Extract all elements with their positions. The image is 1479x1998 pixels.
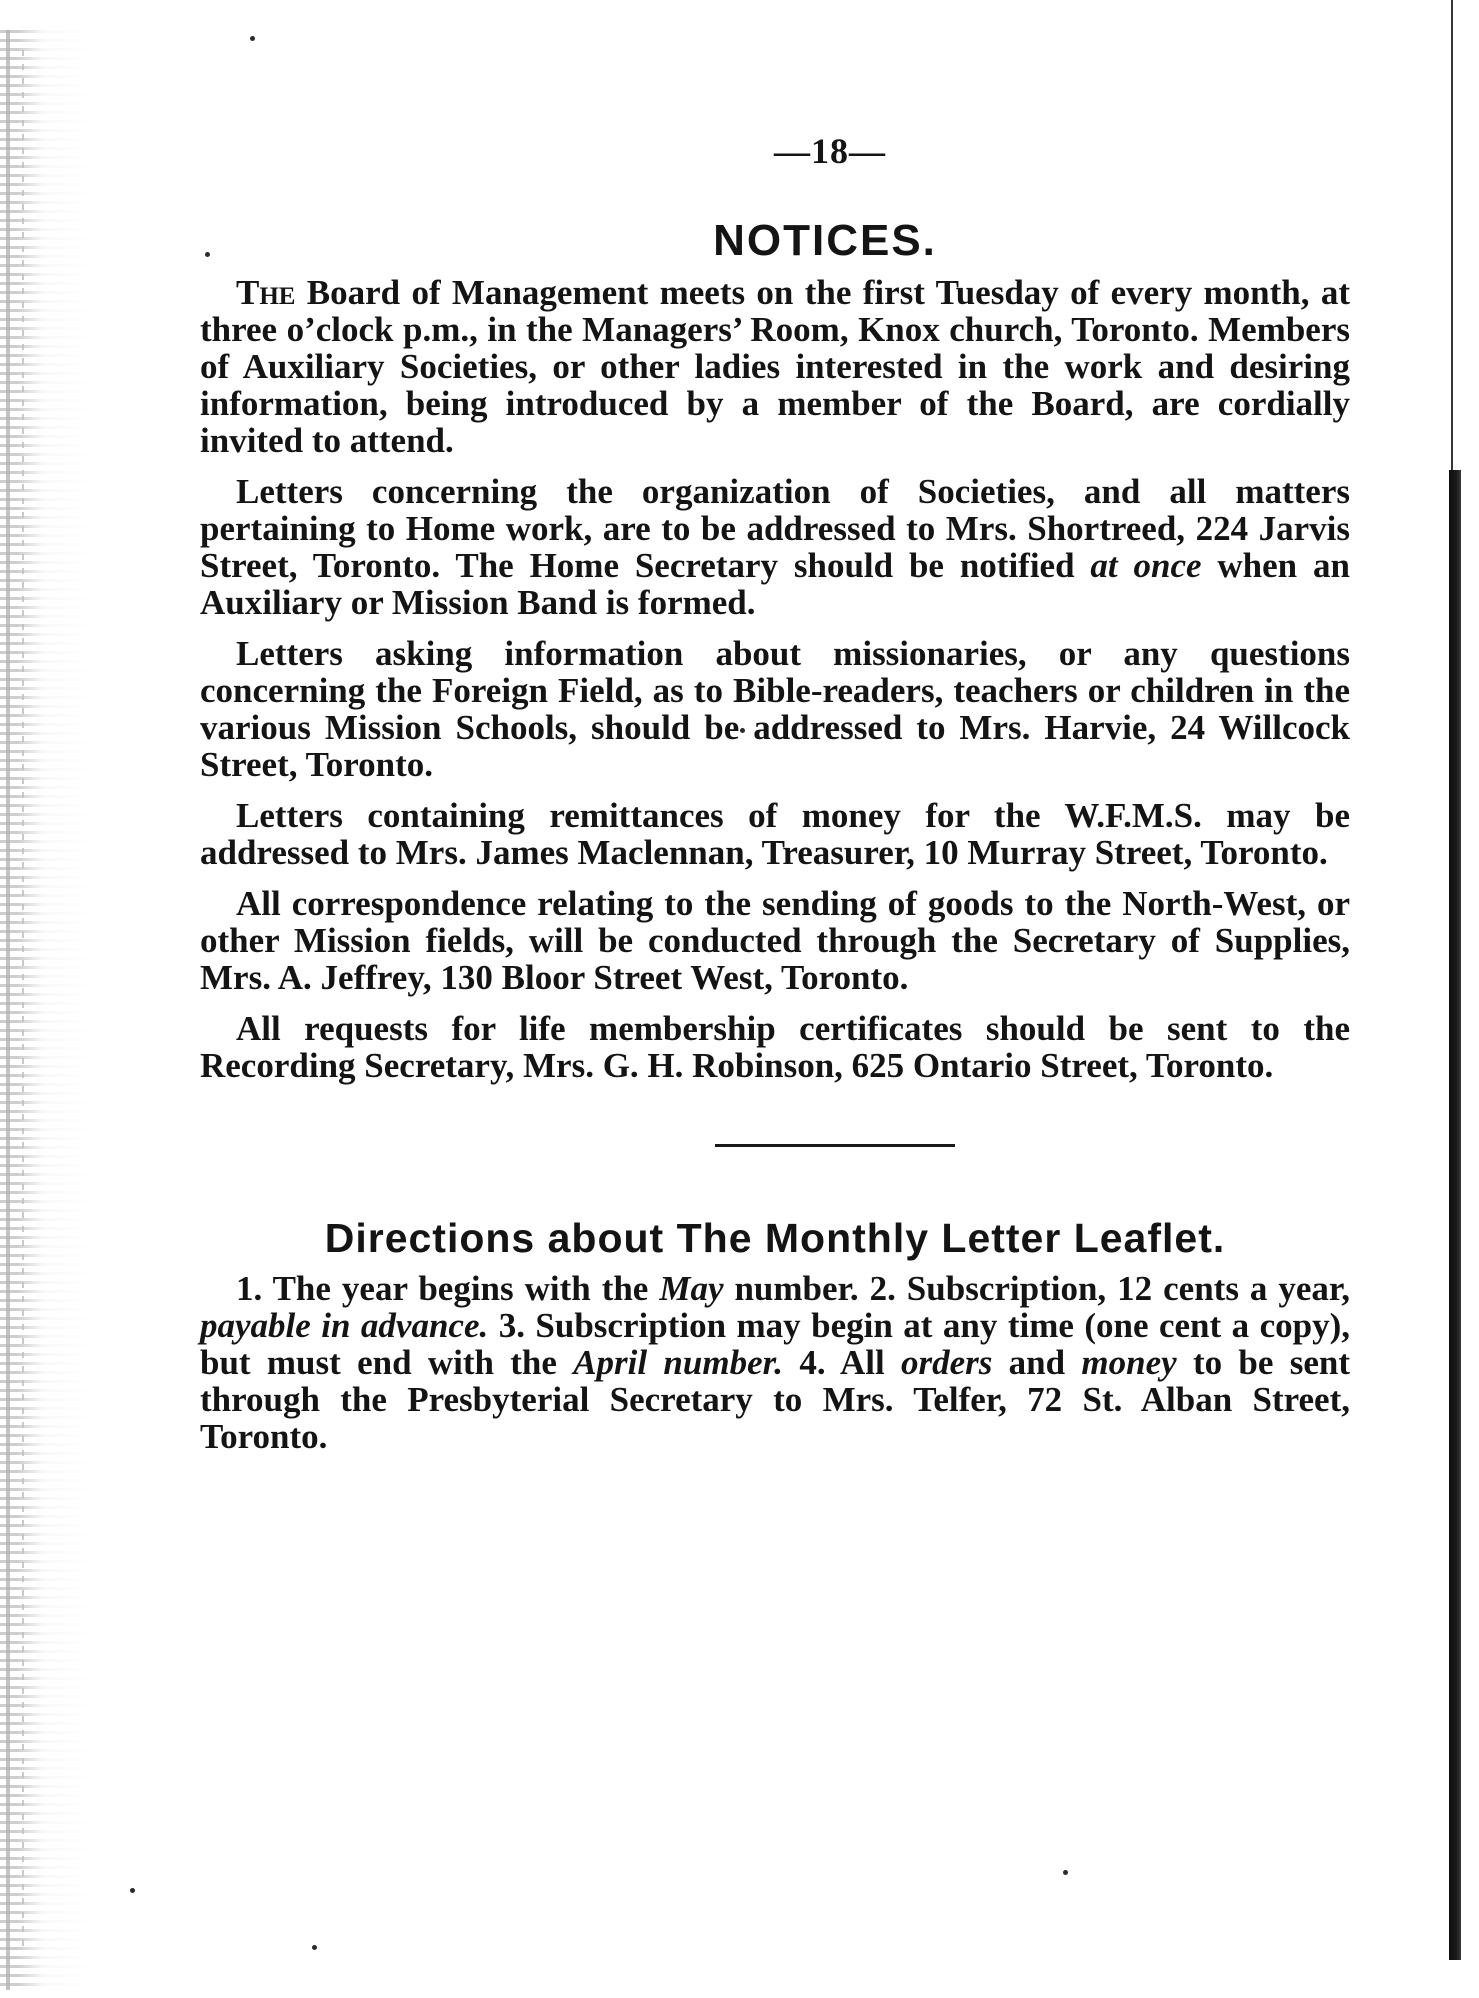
directions-body xyxy=(200,1270,1350,1455)
notice-board-meetings xyxy=(200,274,1350,459)
notice-home-work xyxy=(200,473,1350,621)
page-number: —18— xyxy=(774,131,886,171)
notice-home-work-after: when an Auxiliary or Mission Band is formed. xyxy=(200,546,1350,622)
notice-supplies: All correspondence relating to the sending of goods to the North-West, or other Mission fields, will be conducted through the Secretary of Supplies, Mrs. A. Jeffrey, 130 Bloor Street West, Toronto. xyxy=(200,884,1350,997)
notice-board-meetings-lead: The xyxy=(236,273,296,312)
directions-emphasis: May xyxy=(659,1269,724,1308)
notice-home-work-before: Letters concerning the organization of Societies, and all matters pertaining to Home work, are to be addressed to Mrs. Shortreed, 224 Jarvis Street, Toronto. The Home Secretary should be notified xyxy=(200,472,1350,585)
notice-life-membership: All requests for life membership certificates should be sent to the Recording Secretary, Mrs. G. H. Robinson, 625 Ontario Street, Toronto. xyxy=(200,1009,1350,1085)
directions-text: 3. Subscription may begin at any time (one cent a copy), but must end with the xyxy=(200,1306,1350,1382)
scan-speck xyxy=(1063,1870,1068,1875)
directions-text: to be sent through the Presbyterial Secretary to Mrs. Telfer, 72 St. Alban Street, Toronto. xyxy=(200,1343,1351,1456)
directions-text: 4. All xyxy=(783,1343,901,1382)
directions-text: and xyxy=(992,1343,1082,1382)
directions-emphasis: orders xyxy=(900,1343,993,1382)
notice-foreign-field: Letters asking information about missionaries, or any questions concerning the Foreign Field, as to Bible-readers, teachers or children in the various Mission Schools, should be addressed to Mrs. Harvie, 24 Willcock Street, Toronto. xyxy=(200,634,1350,784)
directions-emphasis: April number. xyxy=(573,1343,784,1382)
notice-board-meetings-text: Board of Management meets on the first Tuesday of every month, at three o’clock p.m., in the Managers’ Room, Knox church, Toronto. Members of Auxiliary Societies, or other ladies interested in the work and desiring information, being introduced by a member of the Board, are cordially invited to attend. xyxy=(200,273,1350,460)
directions-emphasis: money xyxy=(1081,1343,1177,1382)
scan-right-edge-thick xyxy=(1449,470,1461,1960)
scan-speck xyxy=(130,1888,135,1893)
page-content xyxy=(200,130,1350,1455)
notices-title: NOTICES. xyxy=(713,216,937,265)
scan-right-edge-thin xyxy=(1451,0,1453,470)
notice-remittances: Letters containing remittances of money for the W.F.M.S. may be addressed to Mrs. James Maclennan, Treasurer, 10 Murray Street, Toronto. xyxy=(200,796,1350,872)
directions-text: number. 2. Subscription, 12 cents a year, xyxy=(723,1269,1350,1308)
scan-right-edge xyxy=(1449,0,1462,1960)
notice-home-work-emphasis: at once xyxy=(1090,546,1202,585)
directions-emphasis: payable in advance. xyxy=(200,1306,489,1345)
section-divider xyxy=(715,1144,955,1147)
scan-speck xyxy=(312,1945,317,1950)
directions-text: 1. The year begins with the xyxy=(236,1269,660,1308)
directions-title: Directions about The Monthly Letter Leaflet. xyxy=(324,1215,1226,1261)
scan-speck xyxy=(250,36,255,41)
scan-binding-edge xyxy=(0,30,95,1990)
